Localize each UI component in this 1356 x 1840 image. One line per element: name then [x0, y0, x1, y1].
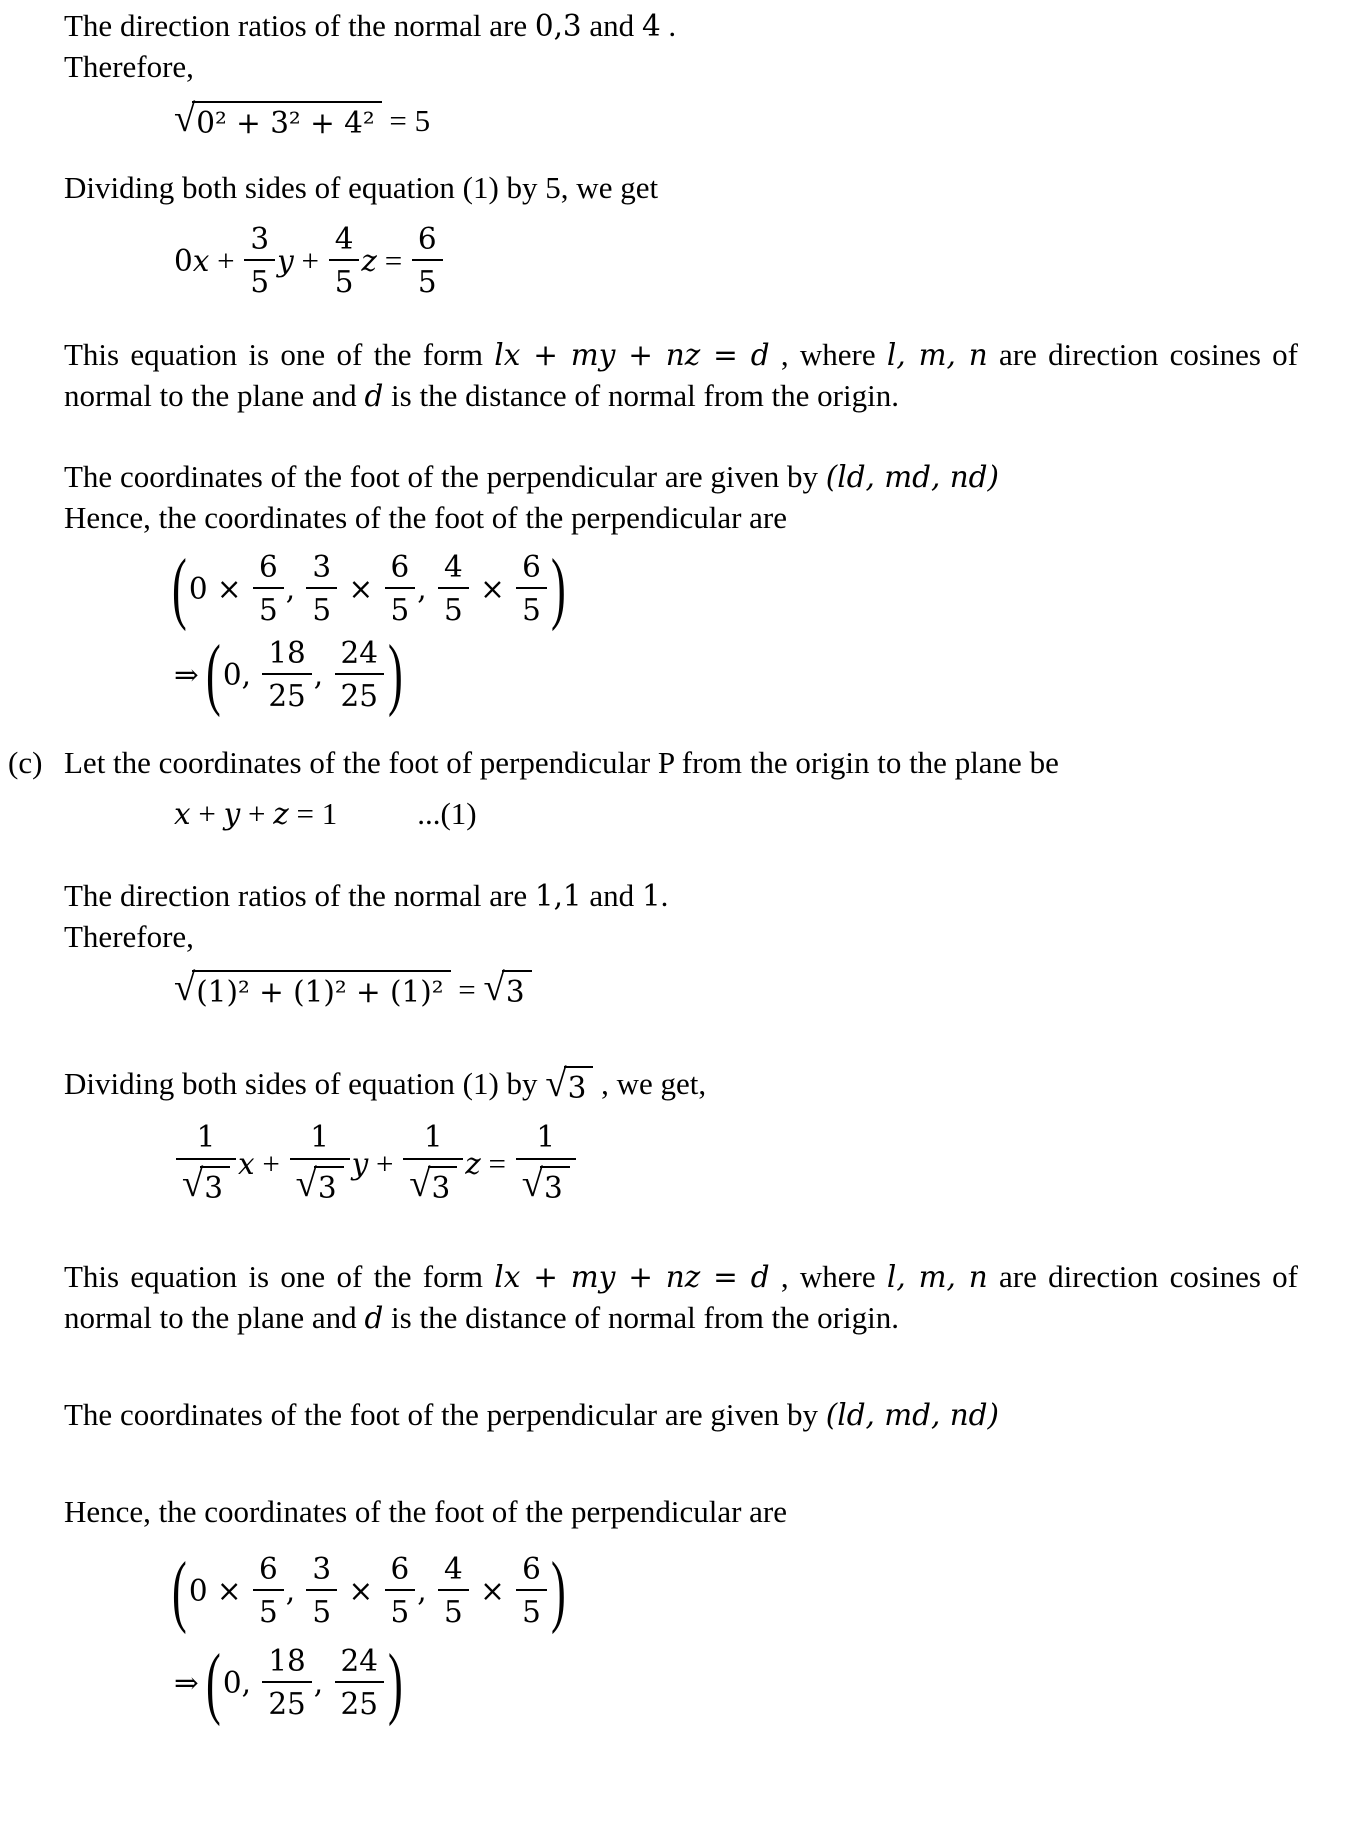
- denominator: [253, 1591, 284, 1629]
- text-run: 0,: [222, 1665, 261, 1700]
- text-run: +: [368, 1146, 402, 1182]
- equation-normal-magnitude-1: [174, 96, 1298, 142]
- denominator: [253, 589, 284, 627]
- square-root: [174, 96, 382, 142]
- equation-normal-magnitude-2: [174, 966, 1298, 1011]
- square-root: [174, 966, 451, 1011]
- math-italic-run: (ld, md, nd): [825, 459, 1000, 494]
- paren-content: [219, 1645, 390, 1721]
- right-paren: ): [550, 1545, 566, 1635]
- para-form-direction-cosines-1: [64, 335, 1298, 417]
- text-run: 5: [443, 593, 463, 628]
- text-run: (1)² + (1)² + (1)²: [196, 975, 444, 1010]
- radicand: [540, 1166, 570, 1207]
- para-dividing-by-sqrt3: [64, 1064, 1298, 1108]
- math-italic-run: (ld, md, nd): [825, 1397, 1000, 1432]
- fraction: [329, 223, 360, 299]
- math-italic-run: y: [277, 243, 294, 278]
- numerator: [290, 1121, 350, 1160]
- fraction: [335, 1645, 384, 1721]
- text-run: 6: [417, 221, 437, 256]
- square-root: [545, 1062, 593, 1107]
- fraction: [438, 551, 469, 627]
- text-run: is the distance of normal from the origin.: [383, 377, 899, 413]
- text-run: 4: [443, 1551, 463, 1586]
- fraction: [306, 1553, 337, 1629]
- text-run: 3: [317, 1171, 337, 1206]
- text-run: 3: [250, 221, 270, 256]
- math-italic-run: z: [465, 1147, 481, 1182]
- text-run: and: [581, 8, 642, 43]
- text-run: The coordinates of the foot of the perpendicular are given by: [64, 458, 826, 494]
- numerator: [262, 637, 311, 676]
- text-run: 5: [443, 1595, 463, 1630]
- left-paren: (: [206, 629, 221, 719]
- denominator: [176, 1160, 236, 1207]
- paren-content: [185, 551, 553, 627]
- text-run: is the distance of normal from the origin.: [383, 1300, 899, 1336]
- fraction: [403, 1121, 463, 1207]
- parenthesized-group: [172, 543, 566, 633]
- denominator: [290, 1160, 350, 1207]
- fraction: [516, 1121, 576, 1207]
- equation-normalized-plane-1: [174, 223, 1298, 299]
- text-run: 3: [204, 1171, 224, 1206]
- text-run: This equation is one of the form: [64, 336, 495, 372]
- numerator: [516, 1553, 547, 1592]
- left-paren: (: [172, 1545, 187, 1635]
- text-run: ,: [313, 1665, 333, 1700]
- text-run: 4: [334, 221, 354, 256]
- text-run: 1: [423, 1120, 443, 1155]
- text-run: = 1: [288, 795, 338, 831]
- text-run: The direction ratios of the normal are: [64, 877, 535, 913]
- para-dividing-by-5: [64, 168, 1298, 209]
- numerator: [329, 223, 360, 262]
- text-run: The direction ratios of the normal are: [64, 8, 535, 43]
- text-run: 5: [522, 1595, 541, 1630]
- math-italic-run: z: [361, 243, 377, 278]
- math-italic-run: y: [223, 796, 241, 831]
- fraction: [385, 1553, 416, 1629]
- numerator: [253, 551, 284, 590]
- text-run: 1: [536, 1120, 556, 1155]
- text-run: 24: [340, 1643, 378, 1678]
- text-run: Therefore,: [64, 48, 194, 84]
- denominator: [335, 675, 384, 713]
- fraction: [176, 1121, 236, 1207]
- square-root: [182, 1162, 230, 1207]
- numerator: [438, 551, 469, 590]
- numerator: [403, 1121, 463, 1160]
- text-run: are direction cosines of normal to the plane and: [64, 1259, 1299, 1336]
- text-run: , where: [769, 336, 887, 372]
- text-run: +: [293, 242, 327, 278]
- fraction: [290, 1121, 350, 1207]
- text-run: 5: [258, 1595, 278, 1630]
- text-run: 25: [268, 679, 306, 714]
- text-run: +: [209, 242, 243, 278]
- numerator: [335, 637, 384, 676]
- text-run: 3: [312, 549, 332, 584]
- text-run: Hence, the coordinates of the foot of the perpendicular are: [64, 499, 788, 535]
- text-run: 5: [312, 1595, 332, 1630]
- math-italic-run: x: [238, 1147, 255, 1182]
- text-run: ,: [417, 571, 436, 606]
- left-paren: (: [172, 543, 187, 633]
- radical-sign-icon: √: [182, 1162, 204, 1206]
- text-run: 5: [258, 593, 278, 628]
- text-run: 5: [390, 1595, 410, 1630]
- text-run: 5: [312, 593, 332, 628]
- text-run: 0,: [222, 657, 261, 692]
- fraction: [253, 1553, 284, 1629]
- right-paren: ): [388, 629, 403, 719]
- denominator: [438, 1591, 469, 1629]
- text-run: 5: [390, 593, 410, 628]
- denominator: [412, 261, 443, 299]
- fraction: [516, 1553, 547, 1629]
- text-run: ⇒: [174, 1665, 209, 1700]
- equation-foot-products-1: [172, 543, 1298, 633]
- fraction: [244, 223, 275, 299]
- text-run: 6: [258, 1551, 278, 1586]
- para-form-direction-cosines-2: [64, 1257, 1298, 1339]
- radical-sign-icon: √: [483, 966, 505, 1010]
- square-root: [521, 1162, 570, 1207]
- text-run: ,: [285, 1573, 305, 1608]
- square-root: [295, 1162, 344, 1207]
- text-run: =: [376, 242, 410, 278]
- para-foot-coordinates-given-by-2: [64, 1395, 1298, 1436]
- text-run: 5: [417, 265, 437, 300]
- math-italic-run: d: [364, 378, 384, 413]
- denominator: [306, 589, 337, 627]
- para-therefore-1: [64, 47, 1298, 88]
- text-run: 4: [641, 9, 661, 43]
- text-run: 1,1: [534, 878, 582, 913]
- text-run: = 5: [381, 102, 431, 138]
- text-run: are direction cosines of normal to the plane and: [64, 336, 1299, 413]
- fraction: [385, 551, 416, 627]
- text-run: ×: [470, 571, 515, 606]
- para-foot-coordinates-given-by-1: [64, 457, 1298, 498]
- radicand: [314, 1166, 344, 1207]
- math-italic-run: x: [174, 796, 191, 831]
- para-therefore-2: [64, 917, 1298, 958]
- fraction: [516, 551, 547, 627]
- denominator: [306, 1591, 337, 1629]
- numerator: [385, 1553, 416, 1592]
- numerator: [306, 1553, 337, 1592]
- text-run: ,: [417, 1573, 436, 1608]
- text-run: ...(1): [417, 795, 477, 831]
- numerator: [412, 223, 443, 262]
- radicand: [502, 970, 532, 1011]
- text-run: 3: [431, 1171, 451, 1206]
- fraction: [412, 223, 443, 299]
- text-run: =: [480, 1146, 514, 1182]
- text-run: +: [190, 795, 224, 831]
- text-run: 6: [522, 549, 541, 584]
- radical-sign-icon: √: [521, 1162, 544, 1206]
- fraction: [262, 637, 311, 713]
- text-run: ,: [285, 571, 305, 606]
- numerator: [385, 551, 416, 590]
- radicand: [192, 970, 450, 1011]
- denominator: [262, 675, 311, 713]
- text-run: 6: [522, 1551, 541, 1586]
- text-run: 0,3: [534, 9, 582, 43]
- text-run: and: [581, 877, 642, 913]
- right-paren: ): [550, 543, 566, 633]
- text-run: Dividing both sides of equation (1) by 5, we get: [64, 169, 659, 205]
- text-run: 0 ×: [188, 1573, 251, 1608]
- square-root: [483, 966, 532, 1011]
- text-run: 6: [390, 1551, 410, 1586]
- text-run: 3: [505, 975, 525, 1010]
- text-run: 3: [312, 1551, 332, 1586]
- denominator: [329, 261, 360, 299]
- text-run: 5: [522, 593, 541, 628]
- denominator: [516, 1160, 576, 1207]
- equation-foot-result-2: [174, 1637, 1298, 1727]
- text-run: , where: [769, 1259, 887, 1295]
- fraction: [253, 551, 284, 627]
- text-run: Therefore,: [64, 918, 194, 954]
- radical-sign-icon: √: [295, 1162, 317, 1206]
- numerator: [438, 1553, 469, 1592]
- para-hence-coordinates-2: [64, 1492, 1298, 1533]
- text-run: Hence, the coordinates of the foot of the perpendicular are: [64, 1493, 788, 1529]
- radicand: [192, 101, 381, 142]
- equation-normalized-plane-2: [174, 1121, 1298, 1207]
- numerator: [253, 1553, 284, 1592]
- text-run: Dividing both sides of equation (1) by: [64, 1065, 546, 1101]
- text-run: 1: [641, 878, 661, 913]
- text-run: , we get,: [593, 1065, 707, 1101]
- text-run: 25: [340, 1687, 378, 1722]
- part-c-text: [64, 745, 1059, 780]
- text-run: 25: [268, 1687, 306, 1722]
- text-run: 5: [334, 265, 354, 300]
- parenthesized-group: [206, 629, 403, 719]
- text-run: 24: [340, 635, 378, 670]
- denominator: [516, 1591, 547, 1629]
- text-run: ×: [339, 571, 383, 606]
- text-run: 18: [268, 1643, 306, 1678]
- numerator: [516, 1121, 576, 1160]
- text-run: 6: [390, 549, 410, 584]
- denominator: [438, 589, 469, 627]
- denominator: [385, 589, 416, 627]
- radical-sign-icon: √: [174, 96, 196, 140]
- radicand: [564, 1066, 594, 1107]
- square-root: [409, 1162, 457, 1207]
- text-run: 1: [196, 1120, 216, 1155]
- numerator: [244, 223, 275, 262]
- para-direction-ratios-1: [64, 6, 1298, 47]
- para-hence-coordinates-1: [64, 498, 1298, 539]
- text-run: +: [254, 1146, 288, 1182]
- numerator: [262, 1645, 311, 1684]
- para-direction-ratios-2: [64, 876, 1298, 917]
- fraction: [335, 637, 384, 713]
- text-run: This equation is one of the form: [64, 1259, 495, 1295]
- text-run: 4: [443, 549, 463, 584]
- text-run: 5: [250, 265, 270, 300]
- text-run: .: [660, 877, 669, 913]
- equation-foot-products-2: [172, 1545, 1298, 1635]
- fraction: [306, 551, 337, 627]
- text-run: 0 ×: [188, 571, 251, 606]
- math-italic-run: y: [351, 1147, 369, 1182]
- text-run: The coordinates of the foot of the perpendicular are given by: [64, 1396, 826, 1432]
- text-run: 0: [174, 243, 193, 278]
- denominator: [262, 1683, 311, 1721]
- right-paren: ): [388, 1637, 403, 1727]
- radical-sign-icon: √: [545, 1062, 567, 1106]
- text-run: ,: [313, 657, 333, 692]
- math-italic-run: l, m, n: [886, 1260, 988, 1295]
- text-run: ×: [470, 1573, 515, 1608]
- text-run: 18: [268, 635, 306, 670]
- denominator: [335, 1683, 384, 1721]
- text-run: 3: [567, 1071, 587, 1106]
- parenthesized-group: [172, 1545, 566, 1635]
- denominator: [244, 261, 275, 299]
- denominator: [385, 1591, 416, 1629]
- radicand: [200, 1166, 230, 1207]
- paren-content: [185, 1553, 553, 1629]
- math-italic-run: x: [192, 243, 210, 278]
- text-run: 3: [544, 1171, 563, 1206]
- left-paren: (: [206, 1637, 221, 1727]
- text-run: 0² + 3² + 4²: [196, 105, 375, 140]
- math-italic-run: l, m, n: [886, 337, 988, 372]
- numerator: [176, 1121, 236, 1160]
- text-run: ⇒: [174, 657, 209, 692]
- text-run: +: [240, 795, 274, 831]
- part-c-label: (c): [8, 744, 43, 780]
- denominator: [516, 589, 547, 627]
- radical-sign-icon: √: [409, 1162, 431, 1206]
- text-run: 25: [340, 679, 378, 714]
- parenthesized-group: [206, 1637, 403, 1727]
- numerator: [335, 1645, 384, 1684]
- fraction: [438, 1553, 469, 1629]
- radicand: [428, 1166, 458, 1207]
- text-run: =: [450, 972, 484, 1008]
- equation-plane-1: [174, 796, 1298, 832]
- text-run: 1: [310, 1120, 329, 1155]
- text-run: 6: [258, 549, 278, 584]
- text-run: .: [660, 8, 677, 43]
- numerator: [516, 551, 547, 590]
- numerator: [306, 551, 337, 590]
- math-italic-run: d: [364, 1301, 384, 1336]
- math-italic-run: lx + my + nz = d: [494, 337, 770, 372]
- fraction: [262, 1645, 311, 1721]
- denominator: [403, 1160, 463, 1207]
- text-run: ×: [339, 1573, 383, 1608]
- text-run: Let the coordinates of the foot of perpendicular P from the origin to the plane be: [64, 744, 1059, 780]
- radical-sign-icon: √: [174, 966, 196, 1010]
- math-italic-run: lx + my + nz = d: [494, 1260, 770, 1295]
- para-part-c: [8, 743, 1298, 784]
- equation-foot-result-1: [174, 629, 1298, 719]
- paren-content: [219, 637, 390, 713]
- math-italic-run: z: [273, 796, 289, 831]
